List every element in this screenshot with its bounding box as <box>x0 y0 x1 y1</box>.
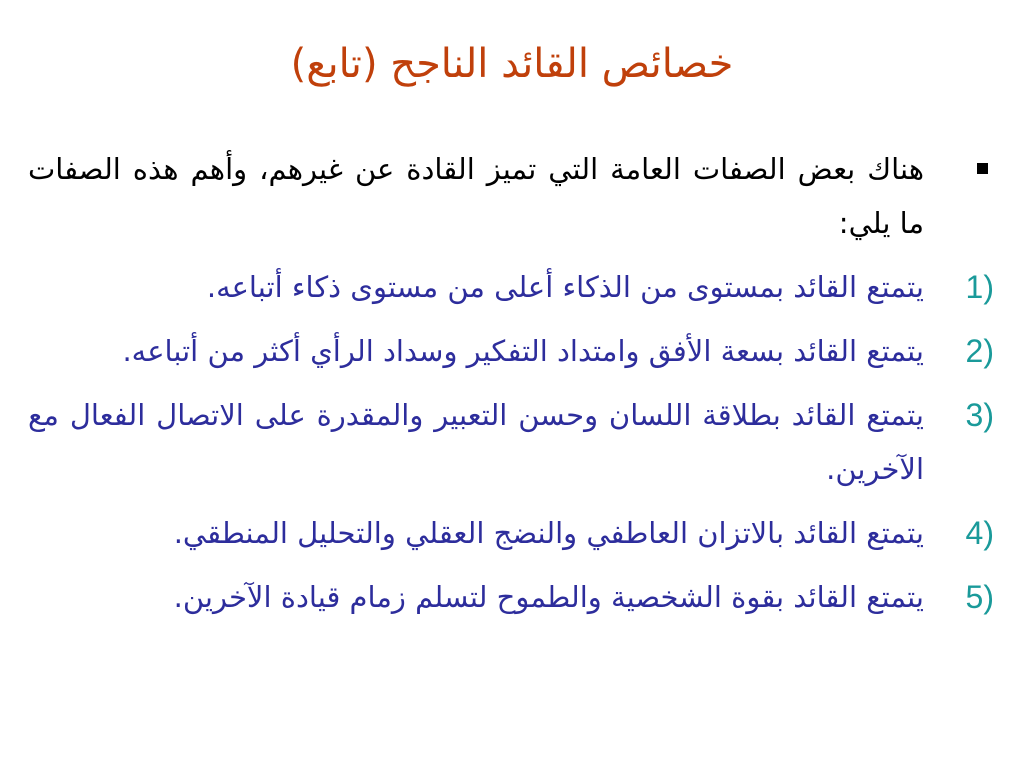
list-item-text: يتمتع القائد بطلاقة اللسان وحسن التعبير والمقدرة على الاتصال الفعال مع الآخرين. <box>28 398 924 486</box>
list-item-number: 3) <box>965 397 994 433</box>
slide-content <box>28 142 1000 624</box>
list-item-text: يتمتع القائد بقوة الشخصية والطموح لتسلم زمام قيادة الآخرين. <box>173 580 924 614</box>
list-item <box>28 324 1000 378</box>
list-item-number: 1) <box>965 269 994 305</box>
slide-title: خصائص القائد الناجح (تابع) <box>290 41 734 87</box>
list-item <box>28 260 1000 314</box>
list-item-text: يتمتع القائد بمستوى من الذكاء أعلى من مستوى ذكاء أتباعه. <box>206 270 924 304</box>
list-item-number: 5) <box>965 579 994 615</box>
intro-paragraph <box>28 142 1000 250</box>
list-item <box>28 388 1000 496</box>
list-item <box>28 506 1000 560</box>
square-bullet-icon <box>977 163 988 174</box>
list-item-number: 2) <box>965 333 994 369</box>
list-item-text: يتمتع القائد بالاتزان العاطفي والنضج العقلي والتحليل المنطقي. <box>173 516 924 550</box>
list-item-text: يتمتع القائد بسعة الأفق وامتداد التفكير وسداد الرأي أكثر من أتباعه. <box>122 334 924 368</box>
intro-text: هناك بعض الصفات العامة التي تميز القادة عن غيرهم، وأهم هذه الصفات ما يلي: <box>28 152 924 240</box>
list-item <box>28 570 1000 624</box>
list-item-number: 4) <box>965 515 994 551</box>
